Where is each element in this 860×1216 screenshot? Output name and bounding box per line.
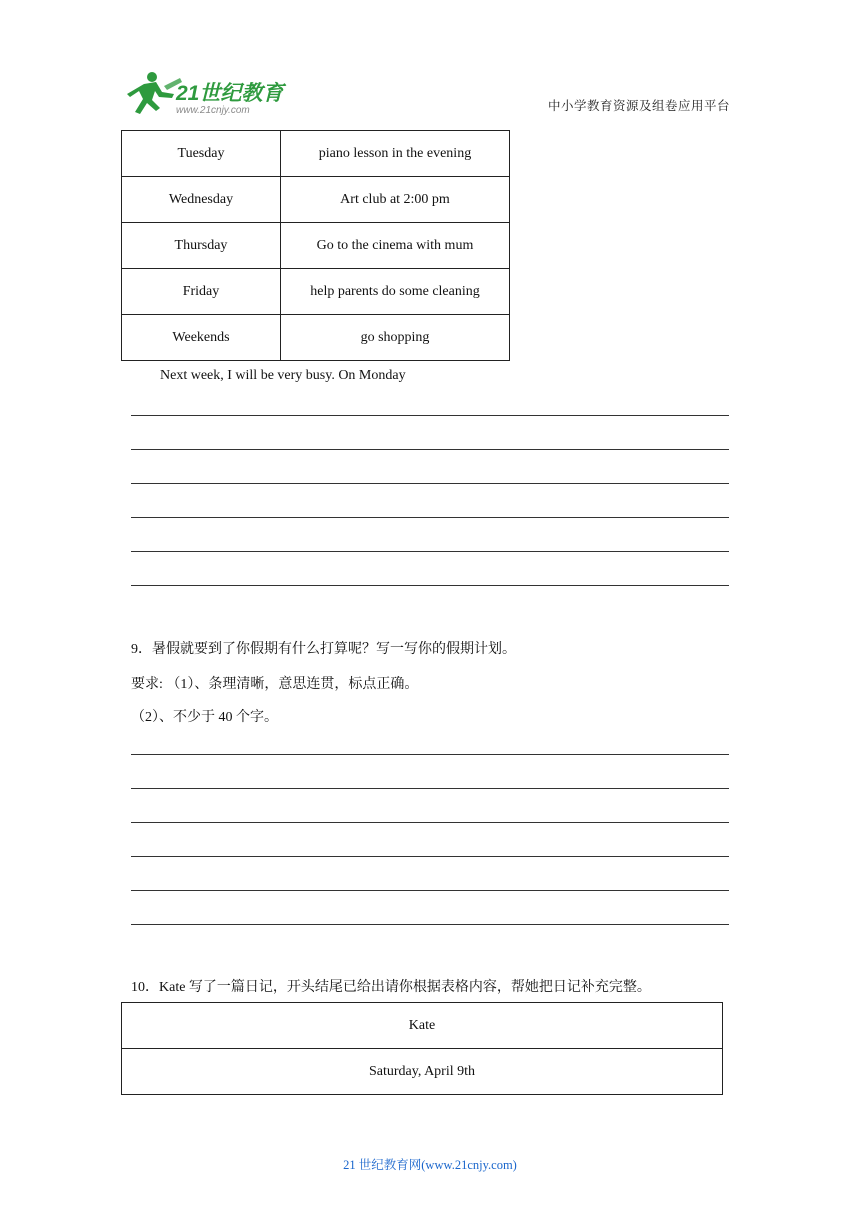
answer-line[interactable] [131, 890, 729, 891]
activity-cell: go shopping [281, 315, 510, 361]
day-cell: Friday [122, 269, 281, 315]
question-9-prompt: 9．暑假就要到了你假期有什么打算呢？写一写你的假期计划。 [131, 642, 516, 657]
day-cell: Weekends [122, 315, 281, 361]
table-row [122, 269, 510, 315]
activity-cell: Go to the cinema with mum [281, 223, 510, 269]
day-cell: Wednesday [122, 177, 281, 223]
question-9-requirement-1: 要求: （1）、条理清晰，意思连贯，标点正确。 [131, 677, 419, 692]
table-row [122, 1003, 723, 1049]
logo-sub-text: www.21cnjy.com [176, 105, 250, 116]
table-row [122, 223, 510, 269]
activity-cell: help parents do some cleaning [281, 269, 510, 315]
activity-cell: piano lesson in the evening [281, 131, 510, 177]
diary-date-cell: Saturday, April 9th [122, 1049, 723, 1095]
answer-line[interactable] [131, 856, 729, 857]
question-9-requirement-2: （2）、不少于 40 个字。 [131, 710, 278, 725]
footer-link[interactable]: 21 世纪教育网(www.21cnjy.com) [343, 1158, 517, 1172]
answer-line[interactable] [131, 449, 729, 450]
table-row [122, 1049, 723, 1095]
answer-line[interactable] [131, 483, 729, 484]
table-row [122, 131, 510, 177]
question-10-prompt: 10．Kate 写了一篇日记，开头结尾已给出请你根据表格内容，帮她把日记补充完整。 [131, 980, 651, 995]
table-row [122, 177, 510, 223]
answer-line[interactable] [131, 551, 729, 552]
table-row [122, 315, 510, 361]
answer-line[interactable] [131, 585, 729, 586]
writing-start-text: Next week, I will be very busy. On Monday [160, 368, 406, 383]
logo-main-text: 21世纪教育 [176, 82, 284, 105]
platform-title: 中小学教育资源及组卷应用平台 [547, 99, 730, 113]
answer-line[interactable] [131, 754, 729, 755]
schedule-table [121, 130, 510, 361]
diary-table [121, 1002, 723, 1095]
day-cell: Tuesday [122, 131, 281, 177]
diary-name-cell: Kate [122, 1003, 723, 1049]
site-logo [122, 70, 292, 116]
answer-line[interactable] [131, 415, 729, 416]
runner-icon [127, 72, 182, 114]
answer-line[interactable] [131, 822, 729, 823]
answer-line[interactable] [131, 788, 729, 789]
answer-line[interactable] [131, 924, 729, 925]
answer-line[interactable] [131, 517, 729, 518]
day-cell: Thursday [122, 223, 281, 269]
activity-cell: Art club at 2:00 pm [281, 177, 510, 223]
